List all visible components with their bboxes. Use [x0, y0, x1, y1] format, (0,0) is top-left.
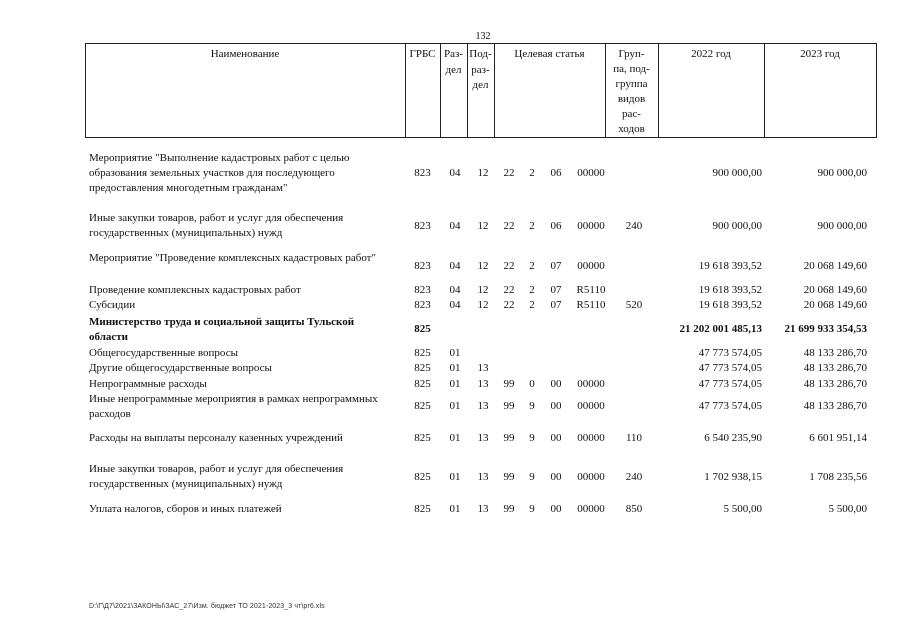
- podrazdel-cell: 13: [477, 400, 489, 412]
- grbs-cell: 825: [414, 432, 431, 444]
- table-header: [85, 43, 877, 138]
- amount-2022-cell: 900 000,00: [712, 220, 762, 232]
- razdel-cell: 01: [449, 347, 461, 359]
- target-code-cell: R5110: [576, 299, 606, 311]
- amount-2023-cell: 48 133 286,70: [803, 378, 867, 390]
- amount-2022-cell: 47 773 574,05: [698, 378, 762, 390]
- grbs-cell: 823: [414, 284, 431, 296]
- name-cell: Иные закупки товаров, работ и услуг для обеспечения государственных (муниципальных) нужд: [89, 212, 344, 239]
- header-razdel: Раз- дел: [443, 48, 463, 76]
- grbs-cell: 823: [414, 220, 431, 232]
- expense-group-cell: 240: [625, 471, 643, 483]
- podrazdel-cell: 12: [477, 284, 489, 296]
- target-code-cell: 00000: [577, 400, 605, 412]
- header-group: Груп- па, под- группа видов рас- ходов: [613, 48, 650, 135]
- razdel-cell: 04: [449, 167, 461, 179]
- amount-2022-cell: 900 000,00: [712, 167, 762, 179]
- razdel-cell: 04: [449, 260, 461, 272]
- amount-2022-cell: 1 702 938,15: [704, 471, 762, 483]
- amount-2023-cell: 1 708 235,56: [809, 471, 867, 483]
- name-cell: Иные закупки товаров, работ и услуг для обеспечения государственных (муниципальных) нужд: [89, 463, 344, 490]
- razdel-cell: 04: [449, 299, 461, 311]
- grbs-cell: 823: [414, 299, 431, 311]
- target-subprogram-cell: 2: [529, 260, 535, 272]
- name-cell: Мероприятие "Выполнение кадастровых работ с целью образования земельных участков для последующего предоставления многодетным гражданам": [89, 152, 350, 194]
- grbs-cell: 825: [414, 378, 431, 390]
- target-code-cell: 00000: [577, 167, 605, 179]
- grbs-cell: 825: [414, 400, 431, 412]
- grbs-cell: 825: [414, 362, 431, 374]
- divider: [876, 44, 877, 137]
- podrazdel-cell: 13: [477, 362, 489, 374]
- target-event-cell: 07: [550, 299, 562, 311]
- razdel-cell: 01: [449, 432, 461, 444]
- target-code-cell: 00000: [577, 220, 605, 232]
- name-cell: Министерство труда и социальной защиты Тульской области: [89, 316, 355, 343]
- razdel-cell: 01: [449, 378, 461, 390]
- header-podrazdel: Под- раз- дел: [469, 48, 492, 91]
- target-subprogram-cell: 9: [529, 503, 535, 515]
- amount-2022-cell: 19 618 393,52: [698, 260, 762, 272]
- target-program-cell: 99: [503, 503, 515, 515]
- target-event-cell: 06: [550, 167, 562, 179]
- target-event-cell: 00: [550, 432, 562, 444]
- target-program-cell: 22: [503, 260, 515, 272]
- amount-2022-cell: 19 618 393,52: [698, 284, 762, 296]
- grbs-cell: 823: [414, 167, 431, 179]
- target-code-cell: 00000: [577, 432, 605, 444]
- razdel-cell: 01: [449, 362, 461, 374]
- amount-2022-cell: 47 773 574,05: [698, 400, 762, 412]
- target-subprogram-cell: 9: [529, 471, 535, 483]
- target-subprogram-cell: 9: [529, 432, 535, 444]
- amount-2022-cell: 47 773 574,05: [698, 362, 762, 374]
- name-cell: Мероприятие "Проведение комплексных кадастровых работ": [89, 252, 376, 264]
- target-event-cell: 00: [550, 503, 562, 515]
- target-code-cell: 00000: [577, 378, 605, 390]
- name-cell: Субсидии: [89, 299, 136, 311]
- target-subprogram-cell: 2: [529, 220, 535, 232]
- amount-2023-cell: 21 699 933 354,53: [784, 323, 867, 335]
- amount-2022-cell: 47 773 574,05: [698, 347, 762, 359]
- target-event-cell: 00: [550, 400, 562, 412]
- name-cell: Расходы на выплаты персоналу казенных учреждений: [89, 432, 343, 444]
- expense-group-cell: 850: [625, 503, 643, 515]
- target-code-cell: 00000: [577, 503, 605, 515]
- target-program-cell: 99: [503, 400, 515, 412]
- expense-group-cell: 240: [625, 220, 643, 232]
- target-event-cell: 00: [550, 378, 562, 390]
- name-cell: Проведение комплексных кадастровых работ: [89, 284, 301, 296]
- target-subprogram-cell: 9: [529, 400, 535, 412]
- grbs-cell: 825: [414, 503, 431, 515]
- header-grbs: ГРБС: [409, 48, 436, 60]
- amount-2023-cell: 20 068 149,60: [803, 260, 867, 272]
- amount-2023-cell: 48 133 286,70: [803, 347, 867, 359]
- razdel-cell: 04: [449, 220, 461, 232]
- target-subprogram-cell: 2: [529, 284, 535, 296]
- amount-2022-cell: 19 618 393,52: [698, 299, 762, 311]
- target-program-cell: 22: [503, 299, 515, 311]
- podrazdel-cell: 13: [477, 471, 489, 483]
- name-cell: Непрограммные расходы: [89, 378, 207, 390]
- target-program-cell: 22: [503, 167, 515, 179]
- amount-2023-cell: 48 133 286,70: [803, 400, 867, 412]
- target-program-cell: 22: [503, 220, 515, 232]
- header-target: Целевая статья: [514, 48, 585, 60]
- header-2022: 2022 год: [691, 48, 731, 60]
- name-cell: Уплата налогов, сборов и иных платежей: [89, 503, 282, 515]
- grbs-cell: 823: [414, 260, 431, 272]
- target-program-cell: 99: [503, 378, 515, 390]
- grbs-cell: 825: [414, 347, 431, 359]
- expense-group-cell: 110: [625, 432, 643, 444]
- amount-2023-cell: 48 133 286,70: [803, 362, 867, 374]
- target-subprogram-cell: 2: [529, 167, 535, 179]
- amount-2022-cell: 6 540 235,90: [704, 432, 762, 444]
- podrazdel-cell: 12: [477, 260, 489, 272]
- grbs-cell: 825: [414, 323, 431, 335]
- grbs-cell: 825: [414, 471, 431, 483]
- name-cell: Другие общегосударственные вопросы: [89, 362, 272, 374]
- file-path: D:\Г\Д7\2021\ЗАКОНЫ\ЗАС_27\Изм. бюджет ТО 2021-2023_3 чт\pr6.xls: [89, 603, 325, 610]
- target-code-cell: 00000: [577, 471, 605, 483]
- amount-2023-cell: 20 068 149,60: [803, 299, 867, 311]
- name-cell: Общегосударственные вопросы: [89, 347, 238, 359]
- target-event-cell: 00: [550, 471, 562, 483]
- razdel-cell: 01: [449, 471, 461, 483]
- podrazdel-cell: 12: [477, 220, 489, 232]
- razdel-cell: 01: [449, 400, 461, 412]
- podrazdel-cell: 13: [477, 503, 489, 515]
- amount-2023-cell: 900 000,00: [817, 220, 867, 232]
- target-subprogram-cell: 2: [529, 299, 535, 311]
- target-program-cell: 22: [503, 284, 515, 296]
- name-cell: Иные непрограммные мероприятия в рамках непрограммных расходов: [89, 393, 378, 420]
- target-code-cell: 00000: [577, 260, 605, 272]
- razdel-cell: 04: [449, 284, 461, 296]
- amount-2022-cell: 5 500,00: [723, 503, 762, 515]
- amount-2023-cell: 5 500,00: [828, 503, 867, 515]
- expense-group-cell: 520: [625, 299, 643, 311]
- target-event-cell: 07: [550, 284, 562, 296]
- amount-2023-cell: 6 601 951,14: [809, 432, 867, 444]
- target-event-cell: 07: [550, 260, 562, 272]
- amount-2023-cell: 900 000,00: [817, 167, 867, 179]
- target-code-cell: R5110: [576, 284, 606, 296]
- podrazdel-cell: 12: [477, 167, 489, 179]
- razdel-cell: 01: [449, 503, 461, 515]
- target-program-cell: 99: [503, 471, 515, 483]
- header-name: Наименование: [210, 48, 280, 60]
- podrazdel-cell: 13: [477, 378, 489, 390]
- target-subprogram-cell: 0: [529, 378, 535, 390]
- amount-2022-cell: 21 202 001 485,13: [679, 323, 762, 335]
- page-number: 132: [475, 31, 491, 42]
- target-event-cell: 06: [550, 220, 562, 232]
- amount-2023-cell: 20 068 149,60: [803, 284, 867, 296]
- header-2023: 2023 год: [800, 48, 840, 60]
- podrazdel-cell: 13: [477, 432, 489, 444]
- target-program-cell: 99: [503, 432, 515, 444]
- podrazdel-cell: 12: [477, 299, 489, 311]
